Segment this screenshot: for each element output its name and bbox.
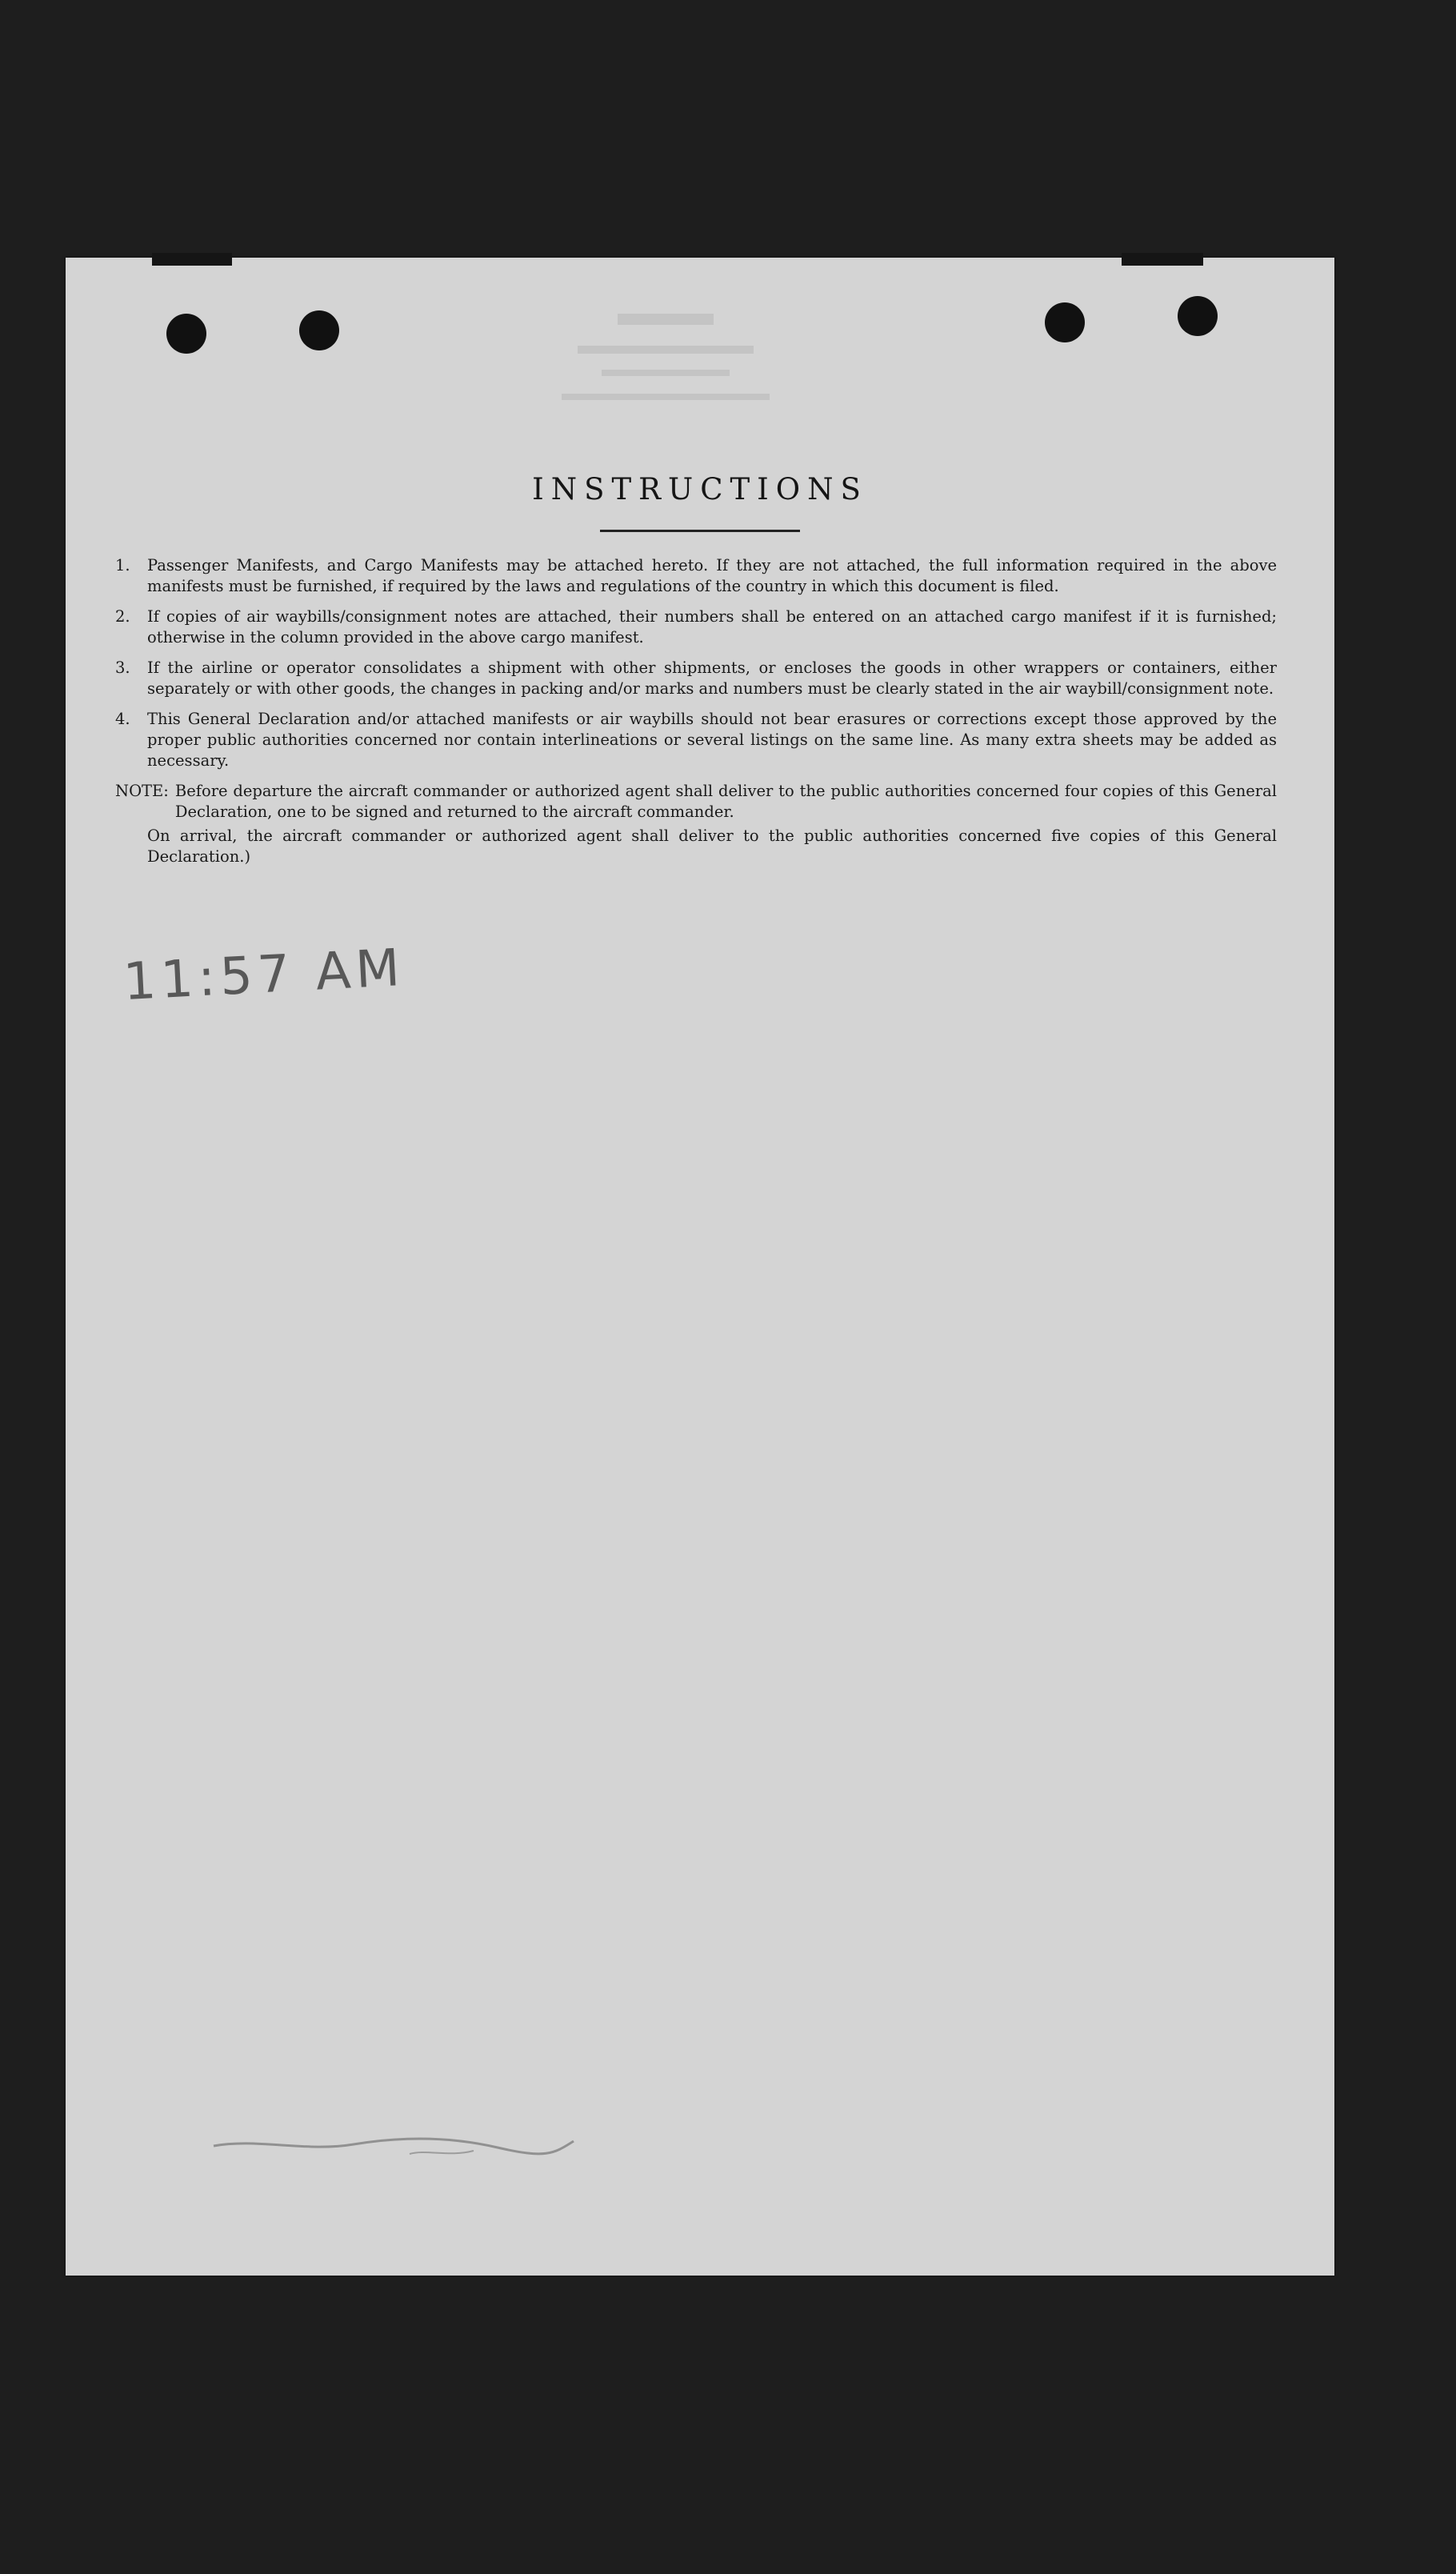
item-number: 2.: [115, 607, 130, 626]
handwritten-time: 11:57 AM: [122, 938, 406, 1013]
item-number: 4.: [115, 710, 130, 728]
item-text: This General Declaration and/or attached manifests or air waybills should not bear erasures or corrections except those approved by the proper public authorities concerned nor contain interlineations or several listings on the same line. As many extra sheets may be added as necessary.: [147, 710, 1277, 770]
punch-hole: [1178, 296, 1218, 336]
punch-hole: [299, 310, 339, 350]
item-number: 1.: [115, 556, 130, 574]
instruction-item: [115, 606, 1277, 648]
instruction-item: [115, 658, 1277, 699]
item-number: 3.: [115, 659, 130, 677]
punch-hole: [1045, 302, 1085, 342]
item-text: If copies of air waybills/consignment notes are attached, their numbers shall be entered on an attached cargo manifest if it is furnished; otherwise in the column provided in the above cargo manifest.: [147, 607, 1277, 647]
faint-signature-mark: [210, 2130, 578, 2162]
item-text: If the airline or operator consolidates a shipment with other shipments, or encloses the goods in other wrappers or containers, either separately or with other goods, the changes in packing and/or marks and numbers must be clearly stated in the air waybill/consignment note.: [147, 659, 1277, 698]
punch-hole: [166, 314, 206, 354]
note-label: NOTE:: [115, 782, 169, 800]
paper-tab-right: [1122, 253, 1203, 266]
item-text: Passenger Manifests, and Cargo Manifests may be attached hereto. If they are not attached, the full information required in the above manifests must be furnished, if required by the laws and regulations of the country in which this document is filed.: [147, 556, 1277, 595]
bleed-through-text: [546, 306, 786, 442]
instruction-item: [115, 555, 1277, 597]
note-arrival: On arrival, the aircraft commander or authorized agent shall deliver to the public authorities concerned five copies of this General Declaration.): [147, 827, 1277, 866]
instructions-list: [115, 555, 1277, 867]
instructions-title: INSTRUCTIONS: [532, 472, 868, 506]
note-block: [115, 781, 1277, 823]
note-departure: Before departure the aircraft commander or authorized agent shall deliver to the public authorities concerned four copies of this General Declaration, one to be signed and returned to the aircraft commander.: [174, 782, 1277, 821]
document-sheet: [66, 258, 1334, 2276]
instruction-item: [115, 709, 1277, 771]
title-underline: [600, 530, 800, 532]
paper-tab-left: [152, 253, 232, 266]
